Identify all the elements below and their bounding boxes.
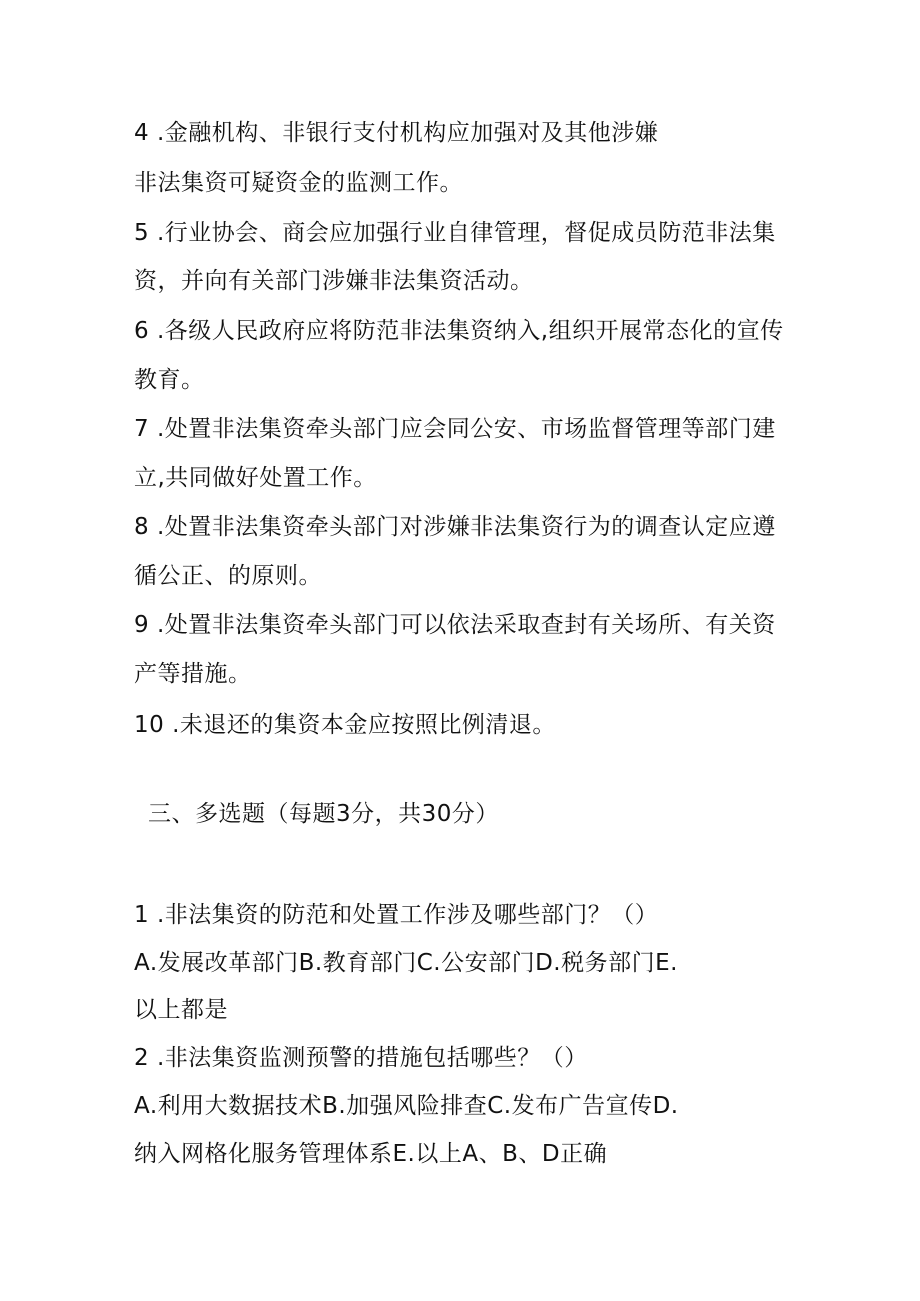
question-8-line-2: 循公正、的原则。: [134, 563, 322, 589]
question-7-line-1: 7 .处置非法集资牵头部门应会同公安、市场监督管理等部门建: [134, 416, 776, 442]
mc-question-1-options-line-2: 以上都是: [134, 997, 228, 1023]
question-4-line-1: 4 .金融机构、非银行支付机构应加强对及其他涉嫌: [134, 120, 659, 146]
question-9-line-2: 产等措施。: [134, 661, 252, 687]
question-6-line-1: 6 .各级人民政府应将防范非法集资纳入,组织开展常态化的宣传: [134, 318, 784, 344]
question-9-line-1: 9 .处置非法集资牵头部门可以依法采取查封有关场所、有关资: [134, 612, 776, 638]
mc-question-2-options-line-2: 纳入网格化服务管理体系E.以上A、B、D正确: [134, 1141, 608, 1167]
question-7-line-2: 立,共同做好处置工作。: [134, 465, 377, 491]
question-10-line-1: 10 .未退还的集资本金应按照比例清退。: [134, 712, 556, 738]
question-8-line-1: 8 .处置非法集资牵头部门对涉嫌非法集资行为的调查认定应遵: [134, 514, 776, 540]
mc-question-1: 1 .非法集资的防范和处置工作涉及哪些部门？（）: [134, 902, 659, 928]
mc-question-2: 2 .非法集资监测预警的措施包括哪些？（）: [134, 1045, 588, 1071]
question-6-line-2: 教育。: [134, 367, 205, 393]
question-5-line-1: 5 .行业协会、商会应加强行业自律管理，督促成员防范非法集: [134, 220, 776, 246]
section-heading: 三、多选题（每题3分，共30分）: [148, 801, 499, 827]
mc-question-2-options-line-1: A.利用大数据技术B.加强风险排查C.发布广告宣传D.: [134, 1093, 679, 1119]
question-4-line-2: 非法集资可疑资金的监测工作。: [134, 170, 463, 196]
question-5-line-2: 资，并向有关部门涉嫌非法集资活动。: [134, 268, 534, 294]
mc-question-1-options-line-1: A.发展改革部门B.教育部门C.公安部门D.税务部门E.: [134, 950, 678, 976]
